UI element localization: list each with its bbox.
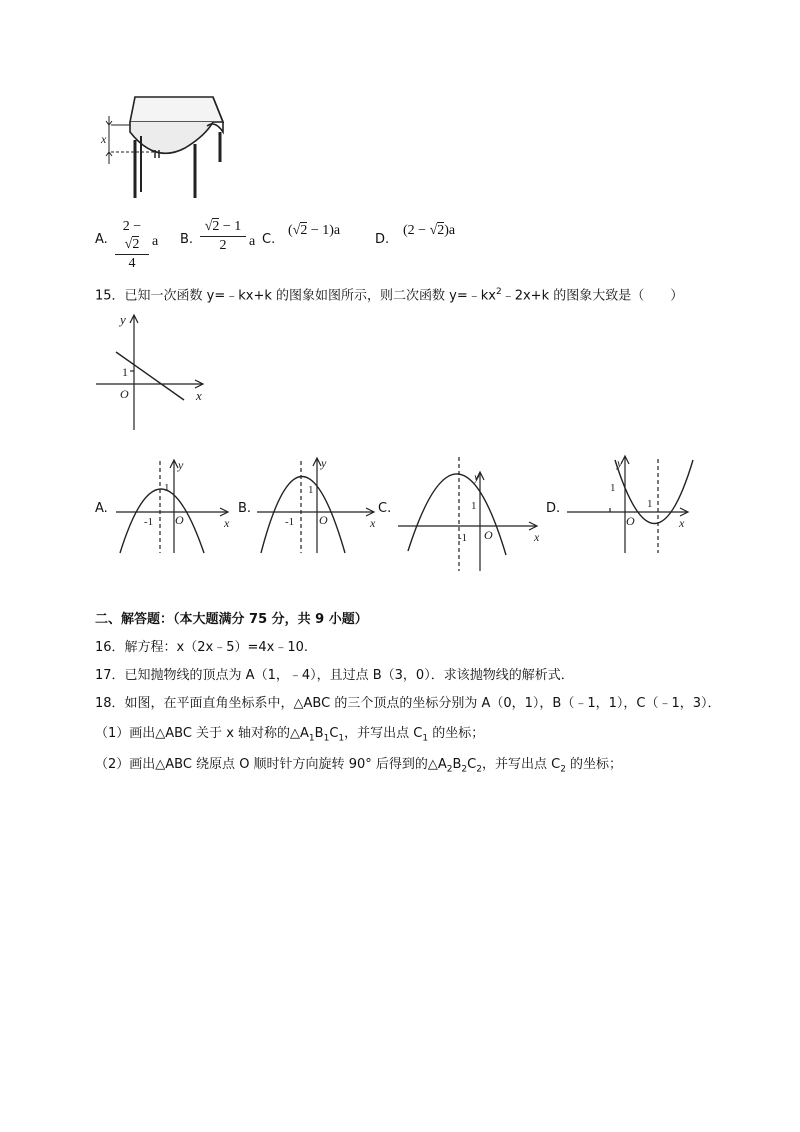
q15-c-x: x [534, 530, 540, 544]
q18-sub2-a: （2）画出△ABC 绕原点 O 顺时针方向旋转 90° 后得到的△A [95, 757, 447, 772]
q15-b-x: x [370, 516, 376, 530]
q15-option-a-label: A. [95, 501, 108, 516]
section2-title: 二、解答题：（本大题满分 75 分，共 9 小题） [95, 612, 368, 627]
q18-sub2-s3: 2 [476, 764, 482, 775]
q15-a-origin: O [175, 513, 184, 527]
q15-fig-x: x [196, 388, 202, 403]
q14-c-rad: 2 [300, 223, 308, 238]
q14-c-suffix: a [333, 223, 341, 238]
q14-option-d: D. (2 − √2)a [375, 223, 456, 247]
q18-sub1-e: 的坐标； [428, 726, 485, 741]
q15-fig-origin: O [120, 387, 129, 401]
q15-sup: 2 [495, 287, 502, 297]
q14-option-b: B. $\frac{√2 - 1}{2}$ a [180, 219, 256, 253]
q15-a-x: x [224, 516, 230, 530]
q15-c-neg1: -1 [458, 532, 468, 544]
q18-sub1-d: ，并写出点 C [344, 726, 423, 741]
q15-d-origin: O [626, 514, 635, 528]
q14-b-den: 2 [219, 238, 227, 253]
q14-option-c-letter: C. [262, 232, 276, 247]
q18-sub2-s2: 2 [461, 764, 468, 775]
q15-d-one-x: 1 [647, 498, 653, 510]
q14-b-suffix: a [249, 234, 256, 249]
q18-sub2-e: 的坐标； [565, 757, 623, 772]
q18-sub1-s1: 1 [308, 733, 315, 744]
q18-sub1-s2: 1 [323, 733, 330, 744]
q15-b-y: y [321, 456, 327, 470]
table-figure [95, 92, 235, 204]
q15-option-b-graph [255, 455, 380, 555]
q15-c-one: 1 [471, 500, 477, 512]
q15-d-one-y: 1 [610, 482, 616, 494]
q15-a-one: 1 [164, 482, 170, 494]
q18-sub1-b: B [314, 726, 324, 741]
q15-b-neg1: -1 [285, 516, 295, 528]
q18-sub2 [95, 756, 622, 779]
q14-a-num-rad: 2 [132, 237, 140, 252]
q15-option-c-graph [396, 455, 546, 573]
q18-sub1-c: C [329, 726, 339, 741]
q14-d-rad: 2 [437, 223, 445, 238]
q15-option-d-label: D. [546, 501, 561, 516]
q14-a-num-a: 2 − [122, 219, 142, 234]
q14-option-a-letter: A. [95, 232, 108, 247]
q15-b-one: 1 [308, 484, 314, 496]
table-x-label: x [101, 132, 107, 146]
q15-fig-y: y [120, 312, 126, 327]
q14-c-rest: − 1) [307, 223, 334, 238]
q15-text-after: ﹣2x+k 的图象大致是（ ） [501, 288, 684, 304]
q16-text: 16．解方程：x（2x﹣5）=4x﹣10. [95, 640, 309, 655]
q18-sub1-s3: 1 [338, 733, 345, 744]
q15-d-y: y [617, 456, 623, 470]
q15-option-b-label: B. [238, 501, 252, 516]
q15-d-x: x [679, 516, 685, 530]
q14-option-d-letter: D. [375, 232, 390, 247]
q14-d-close: ) [444, 223, 449, 238]
q18-sub2-c: C [467, 757, 477, 772]
q14-c-open: ( [288, 223, 293, 238]
q15-fig-one: 1 [122, 365, 128, 379]
q15-b-origin: O [319, 513, 328, 527]
q15-linear-figure [92, 308, 212, 433]
q15-c-y: y [474, 470, 480, 484]
q15-a-y: y [178, 458, 184, 472]
q14-d-suffix: a [448, 223, 456, 238]
q18-text: 18．如图，在平面直角坐标系中，△ABC 的三个顶点的坐标分别为 A（0，1），B（﹣1，1），C（﹣1，3）． [95, 696, 721, 711]
q18-sub2-d: ，并写出点 C [481, 757, 561, 772]
q18-sub2-b: B [452, 757, 462, 772]
q15-a-neg1: -1 [144, 516, 154, 528]
q18-sub1-s4: 1 [422, 733, 429, 744]
q14-d-open: (2 − [403, 223, 430, 238]
q15-c-origin: O [484, 528, 493, 542]
q17-text: 17．已知抛物线的顶点为 A（1，﹣4），且过点 B（3，0）．求该抛物线的解析式． [95, 668, 574, 683]
q15-option-c-label: C. [378, 501, 392, 516]
q14-b-num-b: − 1 [219, 219, 242, 234]
q14-b-num-rad: 2 [212, 219, 220, 234]
q18-sub1 [95, 725, 484, 748]
q18-sub2-s1: 2 [446, 764, 453, 775]
q14-option-c: C. (√2 − 1)a [262, 223, 341, 247]
q14-a-den: 4 [128, 256, 136, 271]
q18-sub2-s4: 2 [560, 764, 566, 775]
q14-option-b-letter: B. [180, 232, 194, 247]
q15-option-d-graph [563, 455, 698, 555]
q15-text-before: 15．已知一次函数 y=﹣kx+k 的图象如图所示，则二次函数 y=﹣kx [95, 288, 496, 304]
q14-option-a: A. $\frac{2 - √2}{4}$ a [95, 219, 159, 271]
q15-option-a-graph [112, 455, 237, 555]
q18-sub1-a: （1）画出△ABC 关于 x 轴对称的△A [95, 726, 309, 741]
q15-question [95, 283, 683, 305]
q14-a-suffix: a [152, 234, 159, 249]
